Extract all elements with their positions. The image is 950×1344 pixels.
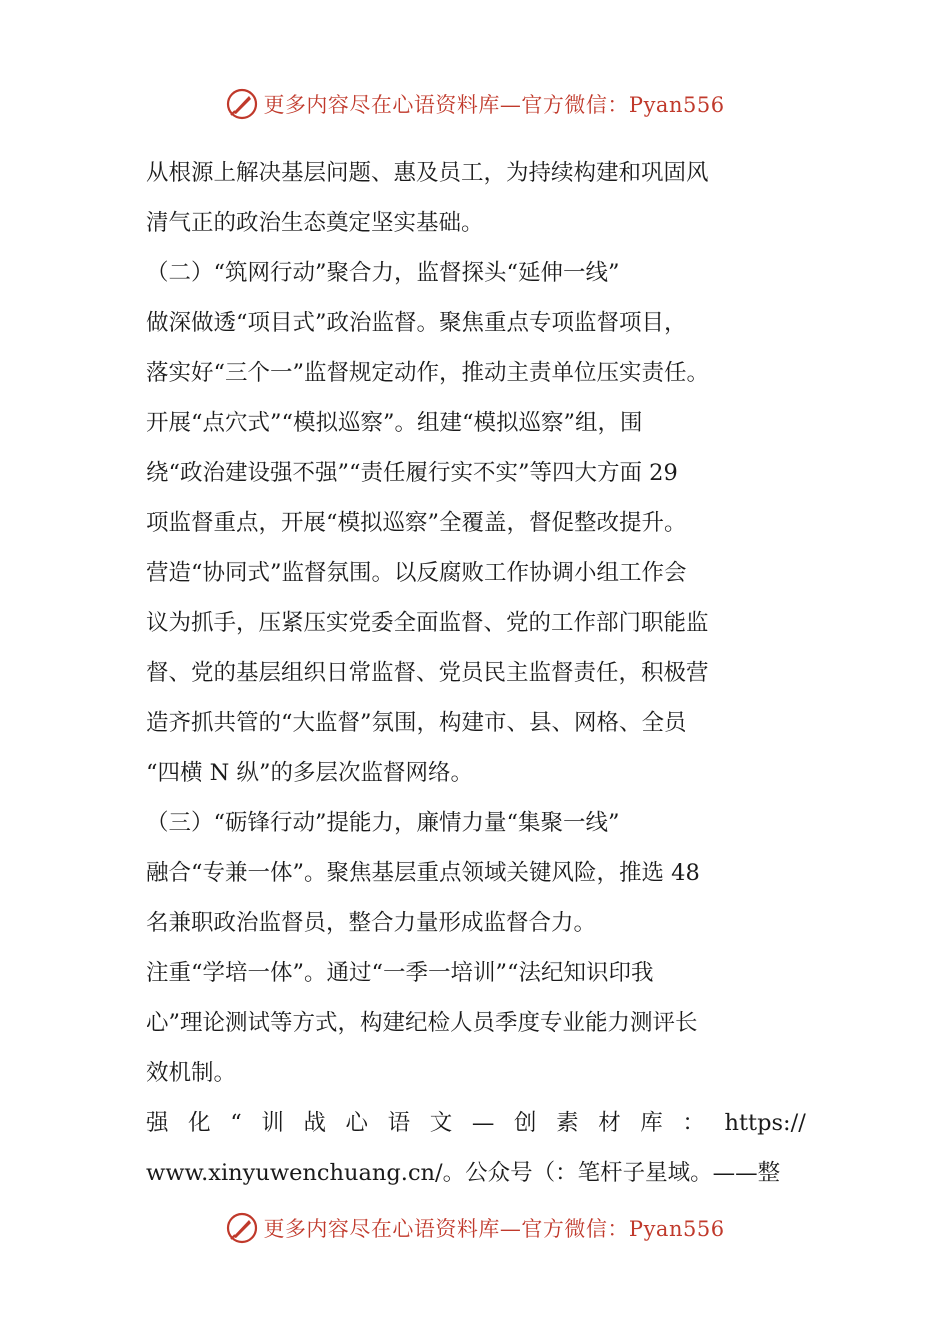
spread-line xyxy=(146,1098,806,1148)
section-heading: （三）“砺锋行动”提能力，廉情力量“集聚一线” xyxy=(146,810,620,836)
body-line: “四横 N 纵”的多层次监督网络。 xyxy=(146,760,473,786)
spread-char: 语 xyxy=(387,1110,411,1136)
spread-char: ： xyxy=(682,1110,705,1136)
spread-char: 化 xyxy=(188,1110,211,1136)
spread-char: 材 xyxy=(598,1110,621,1136)
body-line: 督、党的基层组织日常监督、党员民主监督责任，积极营 xyxy=(146,660,709,686)
body-line: www.xinyuwenchuang.cn/。公众号（：笔杆子星域。——整 xyxy=(146,1160,781,1186)
body-line: 注重“学培一体”。通过“一季一培训”“法纪知识印我 xyxy=(146,960,654,986)
body-line: 造齐抓共管的“大监督”氛围，构建市、县、网格、全员 xyxy=(146,710,687,736)
body-line: 效机制。 xyxy=(146,1060,237,1086)
document-body xyxy=(146,148,806,1198)
body-line: 落实好“三个一”监督规定动作，推动主责单位压实责任。 xyxy=(146,360,710,386)
spread-char: 强 xyxy=(146,1110,169,1136)
header-watermark-text: 更多内容尽在心语资料库—官方微信：Pyan556 xyxy=(263,93,725,117)
footer-watermark-banner xyxy=(0,1206,950,1250)
body-line: 清气正的政治生态奠定坚实基础。 xyxy=(146,210,484,236)
section-heading: （二）“筑网行动”聚合力，监督探头“延伸一线” xyxy=(146,260,620,286)
quill-logo-icon xyxy=(225,87,259,121)
body-line: 议为抓手，压紧压实党委全面监督、党的工作部门职能监 xyxy=(146,610,709,636)
spread-char: 心 xyxy=(345,1110,369,1136)
spread-url: https:// xyxy=(724,1110,806,1136)
body-line: 从根源上解决基层问题、惠及员工，为持续构建和巩固风 xyxy=(146,160,709,186)
spread-char: 创 xyxy=(513,1110,537,1136)
spread-char: 战 xyxy=(303,1110,326,1136)
spread-char: 文 xyxy=(429,1110,453,1136)
header-watermark-banner xyxy=(0,82,950,126)
spread-char: — xyxy=(471,1110,495,1136)
spread-char: 库 xyxy=(640,1110,663,1136)
body-line: 名兼职政治监督员，整合力量形成监督合力。 xyxy=(146,910,597,936)
spread-char: 素 xyxy=(556,1110,579,1136)
spread-char: 训 xyxy=(261,1110,284,1136)
spread-char: “ xyxy=(230,1110,242,1136)
body-line: 心”理论测试等方式，构建纪检人员季度专业能力测评长 xyxy=(146,1010,698,1036)
body-line: 开展“点穴式”“模拟巡察”。组建“模拟巡察”组，围 xyxy=(146,410,643,436)
footer-watermark-text: 更多内容尽在心语资料库—官方微信：Pyan556 xyxy=(263,1217,725,1241)
body-line: 绕“政治建设强不强”“责任履行实不实”等四大方面 29 xyxy=(146,460,678,486)
body-line: 做深做透“项目式”政治监督。聚焦重点专项监督项目， xyxy=(146,310,687,336)
body-line: 营造“协同式”监督氛围。以反腐败工作协调小组工作会 xyxy=(146,560,687,586)
body-line: 融合“专兼一体”。聚焦基层重点领域关键风险，推选 48 xyxy=(146,860,700,886)
quill-logo-icon xyxy=(225,1211,259,1245)
body-line: 项监督重点，开展“模拟巡察”全覆盖，督促整改提升。 xyxy=(146,510,687,536)
